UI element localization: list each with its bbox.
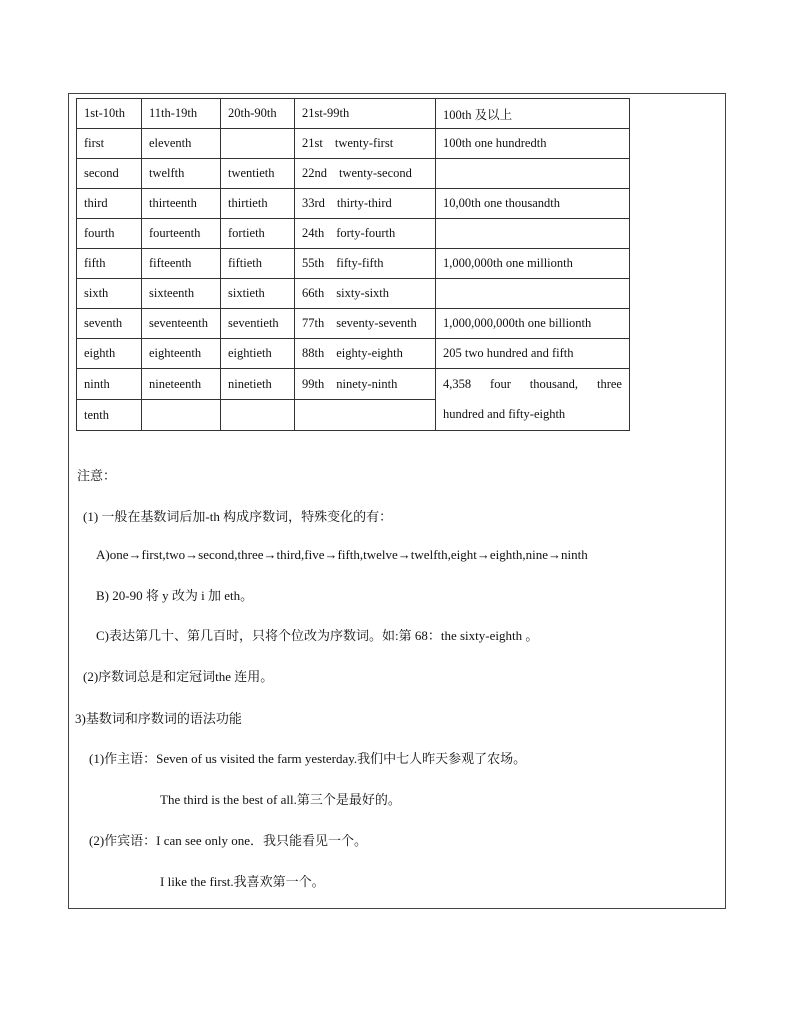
table-row — [77, 129, 630, 159]
ordinal-abbrev: 21st — [302, 136, 323, 150]
table-cell — [221, 129, 295, 159]
note-2: (2)序数词总是和定冠词the 连用。 — [83, 669, 274, 684]
table-row — [77, 249, 630, 279]
ordinal-word: thirty-third — [336, 196, 392, 210]
note-1: (1) 一般在基数词后加-th 构成序数词，特殊变化的有： — [83, 509, 393, 524]
table-cell: sixth — [77, 279, 142, 309]
table-cell: fourth — [77, 219, 142, 249]
table-cell: seventeenth — [142, 309, 221, 339]
ordinal-word: forty-fourth — [336, 226, 396, 240]
ordinal-word: sixty-sixth — [336, 286, 390, 300]
table-cell: fifth — [77, 249, 142, 279]
table-cell: ninetieth — [221, 369, 295, 400]
merged-cell-line: hundred and fifty-eighth — [443, 407, 566, 421]
table-row — [77, 159, 630, 189]
notes-heading: 注意： — [77, 468, 117, 483]
header-cell: 21st-99th — [295, 99, 436, 129]
table-cell: eleventh — [142, 129, 221, 159]
table-cell: thirtieth — [221, 189, 295, 219]
table-row — [77, 309, 630, 339]
table-cell: fifteenth — [142, 249, 221, 279]
merged-word: three — [596, 377, 622, 391]
table-cell: tenth — [77, 400, 142, 431]
function-object: (2)作宾语：I can see only one．我只能看见一个。 — [89, 833, 368, 848]
ordinal-word: seventy-seventh — [336, 316, 417, 330]
table-cell: thirteenth — [142, 189, 221, 219]
merged-word: 4,358 — [443, 377, 472, 391]
ordinal-number-table — [76, 98, 630, 431]
ordinal-abbrev: 77th — [302, 316, 325, 330]
table-cell: 10,00th one thousandth — [436, 189, 630, 219]
table-row — [77, 279, 630, 309]
ordinal-abbrev: 24th — [302, 226, 325, 240]
table-cell: twentieth — [221, 159, 295, 189]
table-cell — [221, 400, 295, 431]
function-subject: (1)作主语：Seven of us visited the farm yesterday.我们中七人昨天参观了农场。 — [89, 751, 527, 766]
table-cell: 1,000,000,000th one billionth — [436, 309, 630, 339]
ordinal-word: fifty-fifth — [336, 256, 384, 270]
table-cell: fourteenth — [142, 219, 221, 249]
ordinal-abbrev: 88th — [302, 346, 325, 360]
note-c: C)表达第几十、第几百时，只将个位改为序数词。如:第 68：the sixty-eighth 。 — [96, 628, 539, 643]
table-cell: ninth — [77, 369, 142, 400]
table-cell — [295, 309, 436, 339]
table-cell — [295, 400, 436, 431]
ordinal-abbrev: 55th — [302, 256, 325, 270]
merged-cell-line — [436, 369, 629, 399]
table-cell: fiftieth — [221, 249, 295, 279]
note-a: A)one→first,two→second,three→third,five→fifth,twelve→twelfth,eight→eighth,nine→ninth — [96, 547, 588, 562]
table-cell — [295, 159, 436, 189]
table-row — [77, 369, 630, 400]
section-title: 3)基数词和序数词的语法功能 — [75, 711, 242, 726]
merged-word: four — [490, 377, 511, 391]
ordinal-word: twenty-second — [339, 166, 412, 180]
merged-cell — [436, 369, 630, 431]
table-cell — [436, 159, 630, 189]
table-cell — [295, 189, 436, 219]
ordinal-abbrev: 33rd — [302, 196, 325, 210]
table-cell — [295, 129, 436, 159]
function-object-example: I like the first.我喜欢第一个。 — [160, 874, 325, 889]
table-cell: fortieth — [221, 219, 295, 249]
note-b: B) 20-90 将 y 改为 i 加 eth。 — [96, 588, 254, 603]
ordinal-word: eighty-eighth — [336, 346, 403, 360]
table-cell — [295, 219, 436, 249]
header-cell: 20th-90th — [221, 99, 295, 129]
table-cell — [295, 339, 436, 369]
ordinal-word: twenty-first — [334, 136, 394, 150]
ordinal-abbrev: 66th — [302, 286, 325, 300]
table-cell — [295, 369, 436, 400]
table-cell: 1,000,000th one millionth — [436, 249, 630, 279]
merged-word: thousand, — [529, 377, 579, 391]
table-cell: seventieth — [221, 309, 295, 339]
table-cell: 100th one hundredth — [436, 129, 630, 159]
table-cell: twelfth — [142, 159, 221, 189]
table-cell — [436, 279, 630, 309]
table-cell — [436, 219, 630, 249]
table-cell: eighteenth — [142, 339, 221, 369]
table-header-row — [77, 99, 630, 129]
table-cell: first — [77, 129, 142, 159]
table-cell — [142, 400, 221, 431]
table-cell: third — [77, 189, 142, 219]
table-row — [77, 189, 630, 219]
header-cell: 100th 及以上 — [436, 99, 630, 129]
ordinal-word: ninety-ninth — [336, 376, 398, 391]
table-cell: eightieth — [221, 339, 295, 369]
table-row — [77, 339, 630, 369]
header-cell: 11th-19th — [142, 99, 221, 129]
table-cell: eighth — [77, 339, 142, 369]
ordinal-abbrev: 22nd — [302, 166, 327, 180]
table-cell — [295, 279, 436, 309]
table-cell: sixtieth — [221, 279, 295, 309]
ordinal-abbrev: 99th — [302, 376, 325, 391]
table-row — [77, 219, 630, 249]
table-cell: second — [77, 159, 142, 189]
table-cell: 205 two hundred and fifth — [436, 339, 630, 369]
table-cell: sixteenth — [142, 279, 221, 309]
table-cell: nineteenth — [142, 369, 221, 400]
header-cell: 1st-10th — [77, 99, 142, 129]
function-subject-example: The third is the best of all.第三个是最好的。 — [160, 792, 401, 807]
table-cell — [295, 249, 436, 279]
table-cell: seventh — [77, 309, 142, 339]
